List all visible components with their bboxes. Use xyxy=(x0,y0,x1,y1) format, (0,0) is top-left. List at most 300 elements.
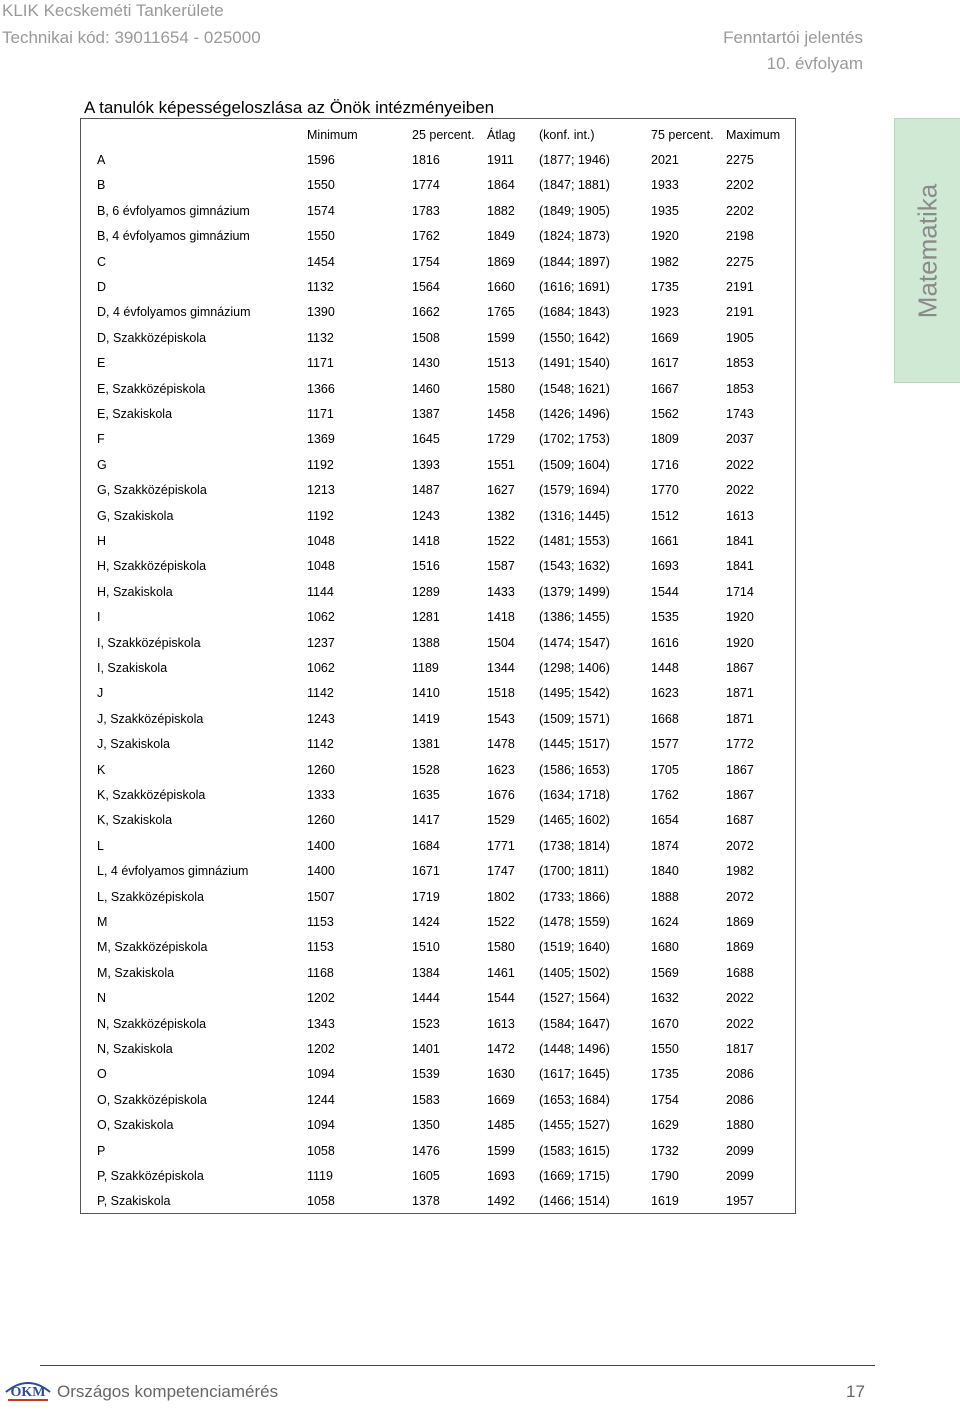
cell-maximum: 1871 xyxy=(726,711,754,726)
cell-average: 1771 xyxy=(487,838,515,853)
cell-25-percentile: 1410 xyxy=(412,686,440,701)
cell-average: 1485 xyxy=(487,1118,515,1133)
row-label: G, Szakközépiskola xyxy=(97,483,207,498)
cell-confidence-interval: (1584; 1647) xyxy=(539,1016,610,1031)
cell-minimum: 1454 xyxy=(307,254,335,269)
cell-average: 1418 xyxy=(487,610,515,625)
page-number: 17 xyxy=(846,1382,865,1401)
cell-confidence-interval: (1445; 1517) xyxy=(539,737,610,752)
cell-minimum: 1094 xyxy=(307,1118,335,1133)
cell-confidence-interval: (1386; 1455) xyxy=(539,610,610,625)
cell-confidence-interval: (1616; 1691) xyxy=(539,280,610,294)
cell-maximum: 1853 xyxy=(726,356,754,371)
cell-minimum: 1343 xyxy=(307,1016,335,1031)
table-row xyxy=(0,991,960,1007)
footer-divider xyxy=(40,1365,875,1366)
cell-average: 1472 xyxy=(487,1042,515,1056)
cell-maximum: 2099 xyxy=(726,1169,754,1183)
cell-average: 1747 xyxy=(487,864,515,879)
subject-label: Matematika xyxy=(912,183,942,318)
cell-maximum: 2086 xyxy=(726,1092,754,1107)
cell-minimum: 1366 xyxy=(307,381,335,396)
table-row xyxy=(0,204,960,220)
row-label: H, Szakiskola xyxy=(97,584,173,599)
column-header-maximum: Maximum xyxy=(726,128,781,142)
cell-confidence-interval: (1669; 1715) xyxy=(539,1169,610,1183)
cell-25-percentile: 1645 xyxy=(412,432,440,447)
cell-25-percentile: 1418 xyxy=(412,534,440,548)
table-row xyxy=(0,1042,960,1058)
cell-maximum: 2202 xyxy=(726,203,754,218)
cell-average: 1529 xyxy=(487,813,515,828)
row-label: G xyxy=(97,457,107,472)
table-row xyxy=(0,458,960,474)
cell-75-percentile: 1705 xyxy=(651,762,679,777)
cell-minimum: 1048 xyxy=(307,534,335,548)
cell-average: 1504 xyxy=(487,635,515,650)
cell-25-percentile: 1605 xyxy=(412,1169,440,1183)
row-label: K xyxy=(97,762,106,777)
cell-75-percentile: 1562 xyxy=(651,407,679,421)
cell-confidence-interval: (1466; 1514) xyxy=(539,1194,610,1209)
table-row xyxy=(0,305,960,321)
cell-confidence-interval: (1877; 1946) xyxy=(539,153,610,167)
row-label: I, Szakközépiskola xyxy=(97,635,201,650)
cell-confidence-interval: (1455; 1527) xyxy=(539,1118,610,1133)
cell-average: 1676 xyxy=(487,788,515,802)
cell-maximum: 1880 xyxy=(726,1118,754,1133)
cell-average: 1382 xyxy=(487,508,515,523)
cell-25-percentile: 1384 xyxy=(412,965,440,980)
row-label: D xyxy=(97,280,107,294)
cell-minimum: 1333 xyxy=(307,788,335,802)
table-row xyxy=(0,356,960,372)
row-label: N xyxy=(97,991,107,1006)
cell-average: 1518 xyxy=(487,686,515,701)
cell-minimum: 1390 xyxy=(307,305,335,320)
cell-minimum: 1260 xyxy=(307,813,335,828)
cell-minimum: 1574 xyxy=(307,203,335,218)
cell-average: 1613 xyxy=(487,1016,515,1031)
table-row xyxy=(0,407,960,423)
table-row xyxy=(0,1169,960,1185)
cell-25-percentile: 1528 xyxy=(412,762,440,777)
cell-confidence-interval: (1474; 1547) xyxy=(539,635,610,650)
cell-minimum: 1094 xyxy=(307,1067,335,1082)
table-row xyxy=(0,483,960,499)
cell-75-percentile: 1790 xyxy=(651,1169,679,1183)
cell-75-percentile: 1693 xyxy=(651,559,679,574)
cell-confidence-interval: (1702; 1753) xyxy=(539,432,610,447)
cell-25-percentile: 1539 xyxy=(412,1067,440,1082)
table-row xyxy=(0,1118,960,1134)
row-label: L, Szakközépiskola xyxy=(97,889,205,904)
cell-minimum: 1132 xyxy=(307,280,334,294)
table-row xyxy=(0,737,960,753)
row-label: O xyxy=(97,1067,107,1082)
cell-maximum: 1871 xyxy=(726,686,754,701)
cell-minimum: 1243 xyxy=(307,711,335,726)
cell-minimum: 1168 xyxy=(307,965,334,980)
cell-confidence-interval: (1634; 1718) xyxy=(539,788,610,802)
table-row xyxy=(0,280,960,296)
cell-confidence-interval: (1548; 1621) xyxy=(539,381,610,396)
cell-75-percentile: 1617 xyxy=(651,356,679,371)
cell-confidence-interval: (1379; 1499) xyxy=(539,584,610,599)
cell-minimum: 1171 xyxy=(307,407,334,421)
cell-confidence-interval: (1617; 1645) xyxy=(539,1067,610,1082)
cell-75-percentile: 1762 xyxy=(651,788,679,802)
row-label: E, Szakiskola xyxy=(97,407,173,421)
cell-minimum: 1142 xyxy=(307,737,334,752)
cell-25-percentile: 1510 xyxy=(412,940,440,955)
cell-75-percentile: 1735 xyxy=(651,1067,679,1082)
cell-confidence-interval: (1426; 1496) xyxy=(539,407,610,421)
cell-minimum: 1048 xyxy=(307,559,335,574)
cell-maximum: 1982 xyxy=(726,864,754,879)
cell-maximum: 2202 xyxy=(726,178,754,193)
cell-minimum: 1144 xyxy=(307,584,334,599)
table-row xyxy=(0,712,960,728)
cell-average: 1344 xyxy=(487,661,515,675)
cell-confidence-interval: (1586; 1653) xyxy=(539,762,610,777)
column-header-average: Átlag xyxy=(487,128,516,142)
cell-maximum: 1869 xyxy=(726,940,754,955)
cell-confidence-interval: (1847; 1881) xyxy=(539,178,610,193)
cell-confidence-interval: (1405; 1502) xyxy=(539,965,610,980)
table-row xyxy=(0,763,960,779)
cell-confidence-interval: (1733; 1866) xyxy=(539,889,610,904)
column-header-minimum: Minimum xyxy=(307,128,358,142)
cell-minimum: 1400 xyxy=(307,864,335,879)
cell-maximum: 2275 xyxy=(726,153,754,167)
row-label: L, 4 évfolyamos gimnázium xyxy=(97,864,249,879)
row-label: E xyxy=(97,356,106,371)
cell-confidence-interval: (1316; 1445) xyxy=(539,508,610,523)
cell-25-percentile: 1508 xyxy=(412,330,440,345)
cell-25-percentile: 1719 xyxy=(412,889,440,904)
cell-25-percentile: 1662 xyxy=(412,305,440,320)
cell-minimum: 1142 xyxy=(307,686,334,701)
cell-maximum: 2086 xyxy=(726,1067,754,1082)
cell-25-percentile: 1487 xyxy=(412,483,440,498)
cell-minimum: 1213 xyxy=(307,483,335,498)
cell-average: 1869 xyxy=(487,254,515,269)
cell-75-percentile: 1669 xyxy=(651,330,679,345)
cell-75-percentile: 1680 xyxy=(651,940,679,955)
cell-maximum: 1853 xyxy=(726,381,754,396)
cell-maximum: 2072 xyxy=(726,889,754,904)
table-row xyxy=(0,229,960,245)
subject-side-tab xyxy=(894,118,960,383)
cell-minimum: 1119 xyxy=(307,1169,333,1183)
cell-75-percentile: 1923 xyxy=(651,305,679,320)
cell-75-percentile: 1935 xyxy=(651,203,679,218)
cell-maximum: 2072 xyxy=(726,838,754,853)
cell-minimum: 1192 xyxy=(307,457,334,472)
header-grade: 10. évfolyam xyxy=(766,54,863,73)
table-header-row xyxy=(0,128,960,144)
cell-maximum: 1841 xyxy=(726,559,754,574)
cell-75-percentile: 1661 xyxy=(651,534,679,548)
cell-minimum: 1058 xyxy=(307,1143,335,1158)
cell-minimum: 1260 xyxy=(307,762,335,777)
cell-75-percentile: 1874 xyxy=(651,838,679,853)
cell-maximum: 1841 xyxy=(726,534,754,548)
cell-maximum: 1867 xyxy=(726,661,754,675)
cell-minimum: 1153 xyxy=(307,940,334,955)
column-header-confidence-interval: (konf. int.) xyxy=(539,128,595,142)
footer-title: Országos kompetenciamérés xyxy=(57,1382,279,1401)
table-row xyxy=(0,509,960,525)
row-label: M, Szakközépiskola xyxy=(97,940,208,955)
cell-average: 1729 xyxy=(487,432,515,447)
cell-maximum: 2037 xyxy=(726,432,754,447)
cell-confidence-interval: (1519; 1640) xyxy=(539,940,610,955)
cell-maximum: 1688 xyxy=(726,965,754,980)
row-label: N, Szakiskola xyxy=(97,1042,173,1056)
row-label: E, Szakközépiskola xyxy=(97,381,206,396)
table-row xyxy=(0,559,960,575)
cell-minimum: 1132 xyxy=(307,330,334,345)
cell-average: 1693 xyxy=(487,1169,515,1183)
cell-75-percentile: 1616 xyxy=(651,635,679,650)
row-label: B xyxy=(97,178,106,193)
cell-25-percentile: 1564 xyxy=(412,280,440,294)
cell-maximum: 1867 xyxy=(726,788,754,802)
table-row xyxy=(0,534,960,550)
cell-25-percentile: 1243 xyxy=(412,508,440,523)
cell-75-percentile: 1933 xyxy=(651,178,679,193)
header-org: KLIK Kecskeméti Tankerülete xyxy=(2,1,224,20)
table-row xyxy=(0,153,960,169)
cell-average: 1669 xyxy=(487,1092,515,1107)
cell-confidence-interval: (1509; 1604) xyxy=(539,457,610,472)
cell-minimum: 1062 xyxy=(307,661,335,675)
cell-minimum: 1062 xyxy=(307,610,335,625)
cell-maximum: 2198 xyxy=(726,229,754,244)
cell-25-percentile: 1419 xyxy=(412,711,440,726)
cell-minimum: 1507 xyxy=(307,889,335,904)
cell-confidence-interval: (1478; 1559) xyxy=(539,915,610,929)
table-row xyxy=(0,1067,960,1083)
cell-25-percentile: 1516 xyxy=(412,559,440,574)
cell-confidence-interval: (1844; 1897) xyxy=(539,254,610,269)
row-label: B, 6 évfolyamos gimnázium xyxy=(97,203,250,218)
row-label: J xyxy=(97,686,104,701)
row-label: I xyxy=(97,610,101,625)
cell-75-percentile: 1654 xyxy=(651,813,679,828)
cell-maximum: 2022 xyxy=(726,457,754,472)
table-row xyxy=(0,686,960,702)
cell-average: 1544 xyxy=(487,991,515,1006)
cell-maximum: 2275 xyxy=(726,254,754,269)
cell-maximum: 1957 xyxy=(726,1194,754,1209)
cell-75-percentile: 1840 xyxy=(651,864,679,879)
column-header-75-percentile: 75 percent. xyxy=(651,128,714,142)
cell-confidence-interval: (1653; 1684) xyxy=(539,1092,610,1107)
cell-75-percentile: 1732 xyxy=(651,1143,679,1158)
cell-average: 1911 xyxy=(487,153,514,167)
cell-average: 1543 xyxy=(487,711,515,726)
table-row xyxy=(0,940,960,956)
cell-confidence-interval: (1849; 1905) xyxy=(539,203,610,218)
row-label: M, Szakiskola xyxy=(97,965,175,980)
cell-minimum: 1596 xyxy=(307,153,335,167)
cell-25-percentile: 1387 xyxy=(412,407,440,421)
cell-25-percentile: 1774 xyxy=(412,178,440,193)
cell-average: 1765 xyxy=(487,305,515,320)
cell-75-percentile: 1569 xyxy=(651,965,679,980)
table-row xyxy=(0,839,960,855)
cell-confidence-interval: (1495; 1542) xyxy=(539,686,610,701)
cell-75-percentile: 1632 xyxy=(651,991,679,1006)
logo-text: OKM xyxy=(10,1385,46,1400)
cell-minimum: 1153 xyxy=(307,915,334,929)
cell-average: 1660 xyxy=(487,280,515,294)
row-label: O, Szakközépiskola xyxy=(97,1092,207,1107)
row-label: L xyxy=(97,838,104,853)
cell-minimum: 1550 xyxy=(307,178,335,193)
cell-confidence-interval: (1481; 1553) xyxy=(539,534,610,548)
cell-confidence-interval: (1700; 1811) xyxy=(539,864,609,879)
cell-confidence-interval: (1448; 1496) xyxy=(539,1042,610,1056)
cell-75-percentile: 1667 xyxy=(651,381,679,396)
cell-25-percentile: 1444 xyxy=(412,991,440,1006)
cell-75-percentile: 1670 xyxy=(651,1016,679,1031)
cell-75-percentile: 1577 xyxy=(651,737,679,752)
cell-75-percentile: 1754 xyxy=(651,1092,679,1107)
cell-confidence-interval: (1583; 1615) xyxy=(539,1143,610,1158)
cell-minimum: 1244 xyxy=(307,1092,335,1107)
cell-minimum: 1192 xyxy=(307,508,334,523)
cell-maximum: 1920 xyxy=(726,635,754,650)
cell-25-percentile: 1350 xyxy=(412,1118,440,1133)
cell-maximum: 1867 xyxy=(726,762,754,777)
cell-maximum: 1920 xyxy=(726,610,754,625)
cell-maximum: 2191 xyxy=(726,280,754,294)
cell-75-percentile: 1982 xyxy=(651,254,679,269)
cell-confidence-interval: (1738; 1814) xyxy=(539,838,610,853)
row-label: P xyxy=(97,1143,106,1158)
table-row xyxy=(0,661,960,677)
cell-25-percentile: 1635 xyxy=(412,788,440,802)
cell-confidence-interval: (1527; 1564) xyxy=(539,991,610,1006)
okm-logo-icon xyxy=(4,1370,52,1404)
cell-minimum: 1369 xyxy=(307,432,335,447)
cell-confidence-interval: (1465; 1602) xyxy=(539,813,610,828)
cell-average: 1458 xyxy=(487,407,515,421)
cell-25-percentile: 1378 xyxy=(412,1194,440,1209)
table-row xyxy=(0,610,960,626)
table-row xyxy=(0,178,960,194)
row-label: C xyxy=(97,254,107,269)
table-row xyxy=(0,255,960,271)
cell-confidence-interval: (1550; 1642) xyxy=(539,330,610,345)
row-label: O, Szakiskola xyxy=(97,1118,174,1133)
cell-average: 1587 xyxy=(487,559,515,574)
cell-25-percentile: 1430 xyxy=(412,356,440,371)
cell-average: 1630 xyxy=(487,1067,515,1082)
cell-75-percentile: 1535 xyxy=(651,610,679,625)
row-label: P, Szakiskola xyxy=(97,1194,171,1209)
cell-75-percentile: 1716 xyxy=(651,457,679,472)
cell-75-percentile: 1619 xyxy=(651,1194,679,1209)
cell-average: 1580 xyxy=(487,381,515,396)
cell-25-percentile: 1393 xyxy=(412,457,440,472)
cell-maximum: 2099 xyxy=(726,1143,754,1158)
table-row xyxy=(0,1144,960,1160)
table-row xyxy=(0,1093,960,1109)
cell-minimum: 1400 xyxy=(307,838,335,853)
cell-average: 1461 xyxy=(487,965,515,980)
cell-average: 1623 xyxy=(487,762,515,777)
cell-25-percentile: 1783 xyxy=(412,203,440,218)
cell-25-percentile: 1816 xyxy=(412,153,440,167)
table-row xyxy=(0,1194,960,1210)
cell-75-percentile: 1512 xyxy=(651,508,679,523)
cell-25-percentile: 1401 xyxy=(412,1042,440,1056)
header-code: Technikai kód: 39011654 - 025000 xyxy=(2,28,261,47)
cell-minimum: 1202 xyxy=(307,991,335,1006)
cell-75-percentile: 1668 xyxy=(651,711,679,726)
table-row xyxy=(0,813,960,829)
cell-maximum: 1714 xyxy=(726,584,754,599)
row-label: J, Szakközépiskola xyxy=(97,711,204,726)
cell-maximum: 2022 xyxy=(726,991,754,1006)
cell-confidence-interval: (1491; 1540) xyxy=(539,356,610,371)
cell-75-percentile: 1448 xyxy=(651,661,679,675)
cell-75-percentile: 1809 xyxy=(651,432,679,447)
cell-25-percentile: 1523 xyxy=(412,1016,440,1031)
cell-25-percentile: 1281 xyxy=(412,610,440,625)
cell-75-percentile: 1888 xyxy=(651,889,679,904)
cell-average: 1599 xyxy=(487,1143,515,1158)
cell-75-percentile: 1629 xyxy=(651,1118,679,1133)
cell-average: 1864 xyxy=(487,178,515,193)
row-label: H xyxy=(97,534,107,548)
cell-maximum: 1817 xyxy=(726,1042,754,1056)
row-label: F xyxy=(97,432,105,447)
cell-maximum: 2191 xyxy=(726,305,754,320)
row-label: B, 4 évfolyamos gimnázium xyxy=(97,229,250,244)
cell-confidence-interval: (1684; 1843) xyxy=(539,305,610,320)
cell-maximum: 1687 xyxy=(726,813,754,828)
cell-confidence-interval: (1824; 1873) xyxy=(539,229,610,244)
table-row xyxy=(0,864,960,880)
cell-average: 1522 xyxy=(487,915,515,929)
table-row xyxy=(0,1017,960,1033)
cell-25-percentile: 1189 xyxy=(412,661,439,675)
cell-75-percentile: 1550 xyxy=(651,1042,679,1056)
header-report-title: Fenntartói jelentés xyxy=(723,28,863,47)
row-label: M xyxy=(97,915,108,929)
row-label: G, Szakiskola xyxy=(97,508,174,523)
cell-25-percentile: 1460 xyxy=(412,381,440,396)
cell-75-percentile: 1920 xyxy=(651,229,679,244)
table-row xyxy=(0,788,960,804)
cell-minimum: 1058 xyxy=(307,1194,335,1209)
cell-75-percentile: 1735 xyxy=(651,280,679,294)
row-label: D, Szakközépiskola xyxy=(97,330,207,345)
table-row xyxy=(0,585,960,601)
cell-confidence-interval: (1298; 1406) xyxy=(539,661,610,675)
column-header-25-percentile: 25 percent. xyxy=(412,128,475,142)
row-label: H, Szakközépiskola xyxy=(97,559,207,574)
cell-25-percentile: 1424 xyxy=(412,915,440,929)
cell-average: 1478 xyxy=(487,737,515,752)
cell-maximum: 1613 xyxy=(726,508,754,523)
